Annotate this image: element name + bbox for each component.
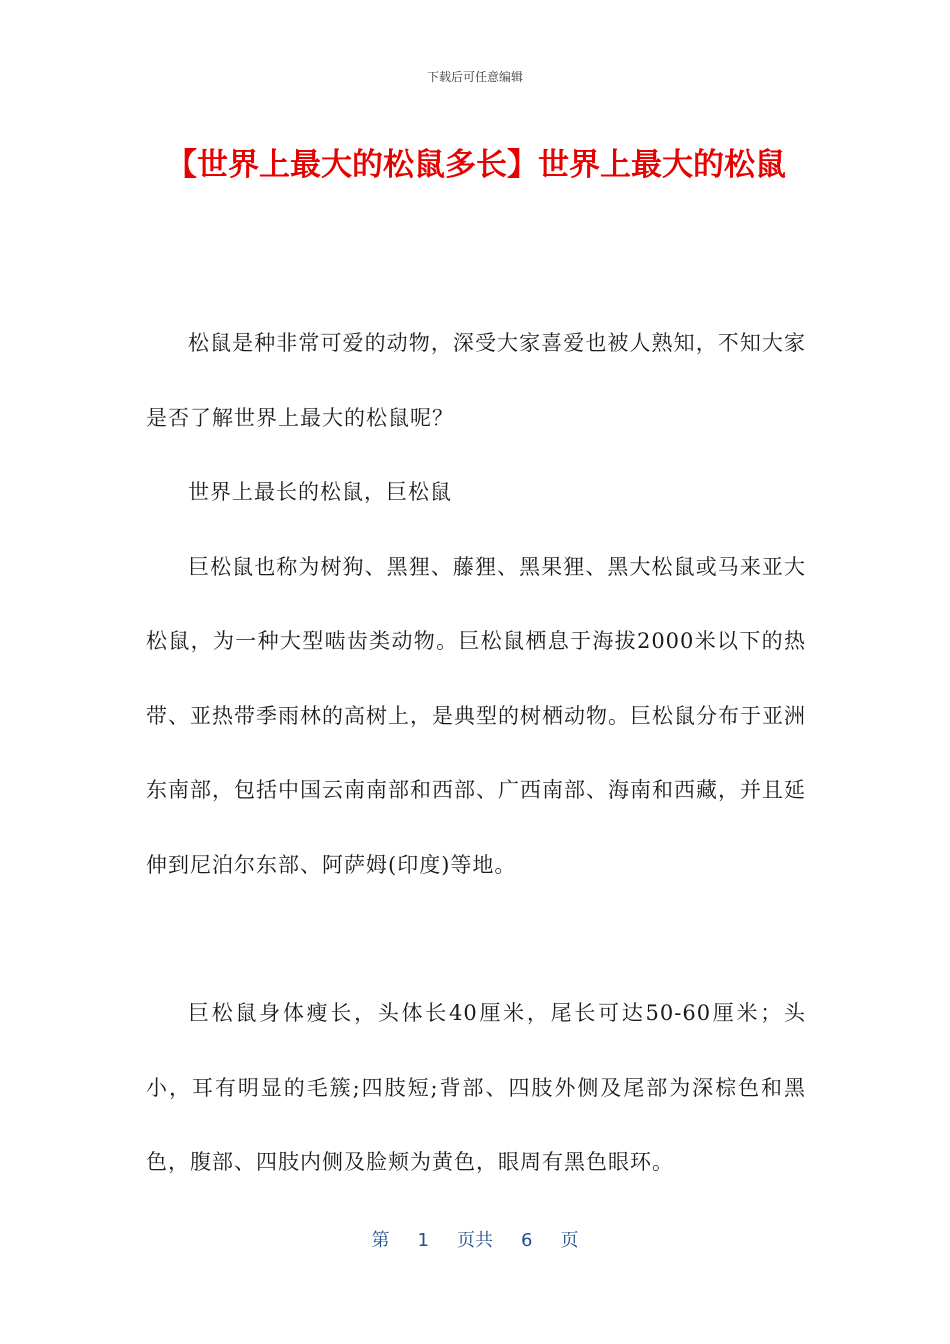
- paragraph-intro: 松鼠是种非常可爱的动物，深受大家喜爱也被人熟知，不知大家是否了解世界上最大的松鼠呢？: [146, 331, 806, 430]
- document-body: [146, 306, 806, 1200]
- document-title: 【世界上最大的松鼠多长】世界上最大的松鼠: [166, 147, 786, 183]
- footer-page-suffix: 页: [560, 1230, 579, 1251]
- footer-page-number: 1: [417, 1230, 429, 1251]
- footer-page-mid: 页共: [457, 1230, 493, 1251]
- paragraph-subheading: 世界上最长的松鼠，巨松鼠: [188, 480, 452, 504]
- paragraph-gap: [146, 902, 806, 976]
- page-footer: [0, 1226, 950, 1252]
- footer-page-total: 6: [521, 1230, 533, 1251]
- paragraph-description: 巨松鼠也称为树狗、黑狸、藤狸、黑果狸、黑大松鼠或马来亚大松鼠，为一种大型啮齿类动物。巨松鼠栖息于海拔2000米以下的热带、亚热带季雨林的高树上，是典型的树栖动物。巨松鼠分布于亚洲东南部，包括中国云南南部和西部、广西南部、海南和西藏，并且延伸到尼泊尔东部、阿萨姆(印度)等地。: [146, 554, 806, 877]
- footer-page-prefix: 第: [371, 1230, 390, 1251]
- paragraph-appearance: 巨松鼠身体瘦长，头体长40厘米，尾长可达50-60厘米；头小，耳有明显的毛簇;四肢短;背部、四肢外侧及尾部为深棕色和黑色，腹部、四肢内侧及脸颊为黄色，眼周有黑色眼环。: [146, 1001, 806, 1174]
- header-note: 下载后可任意编辑: [426, 70, 523, 84]
